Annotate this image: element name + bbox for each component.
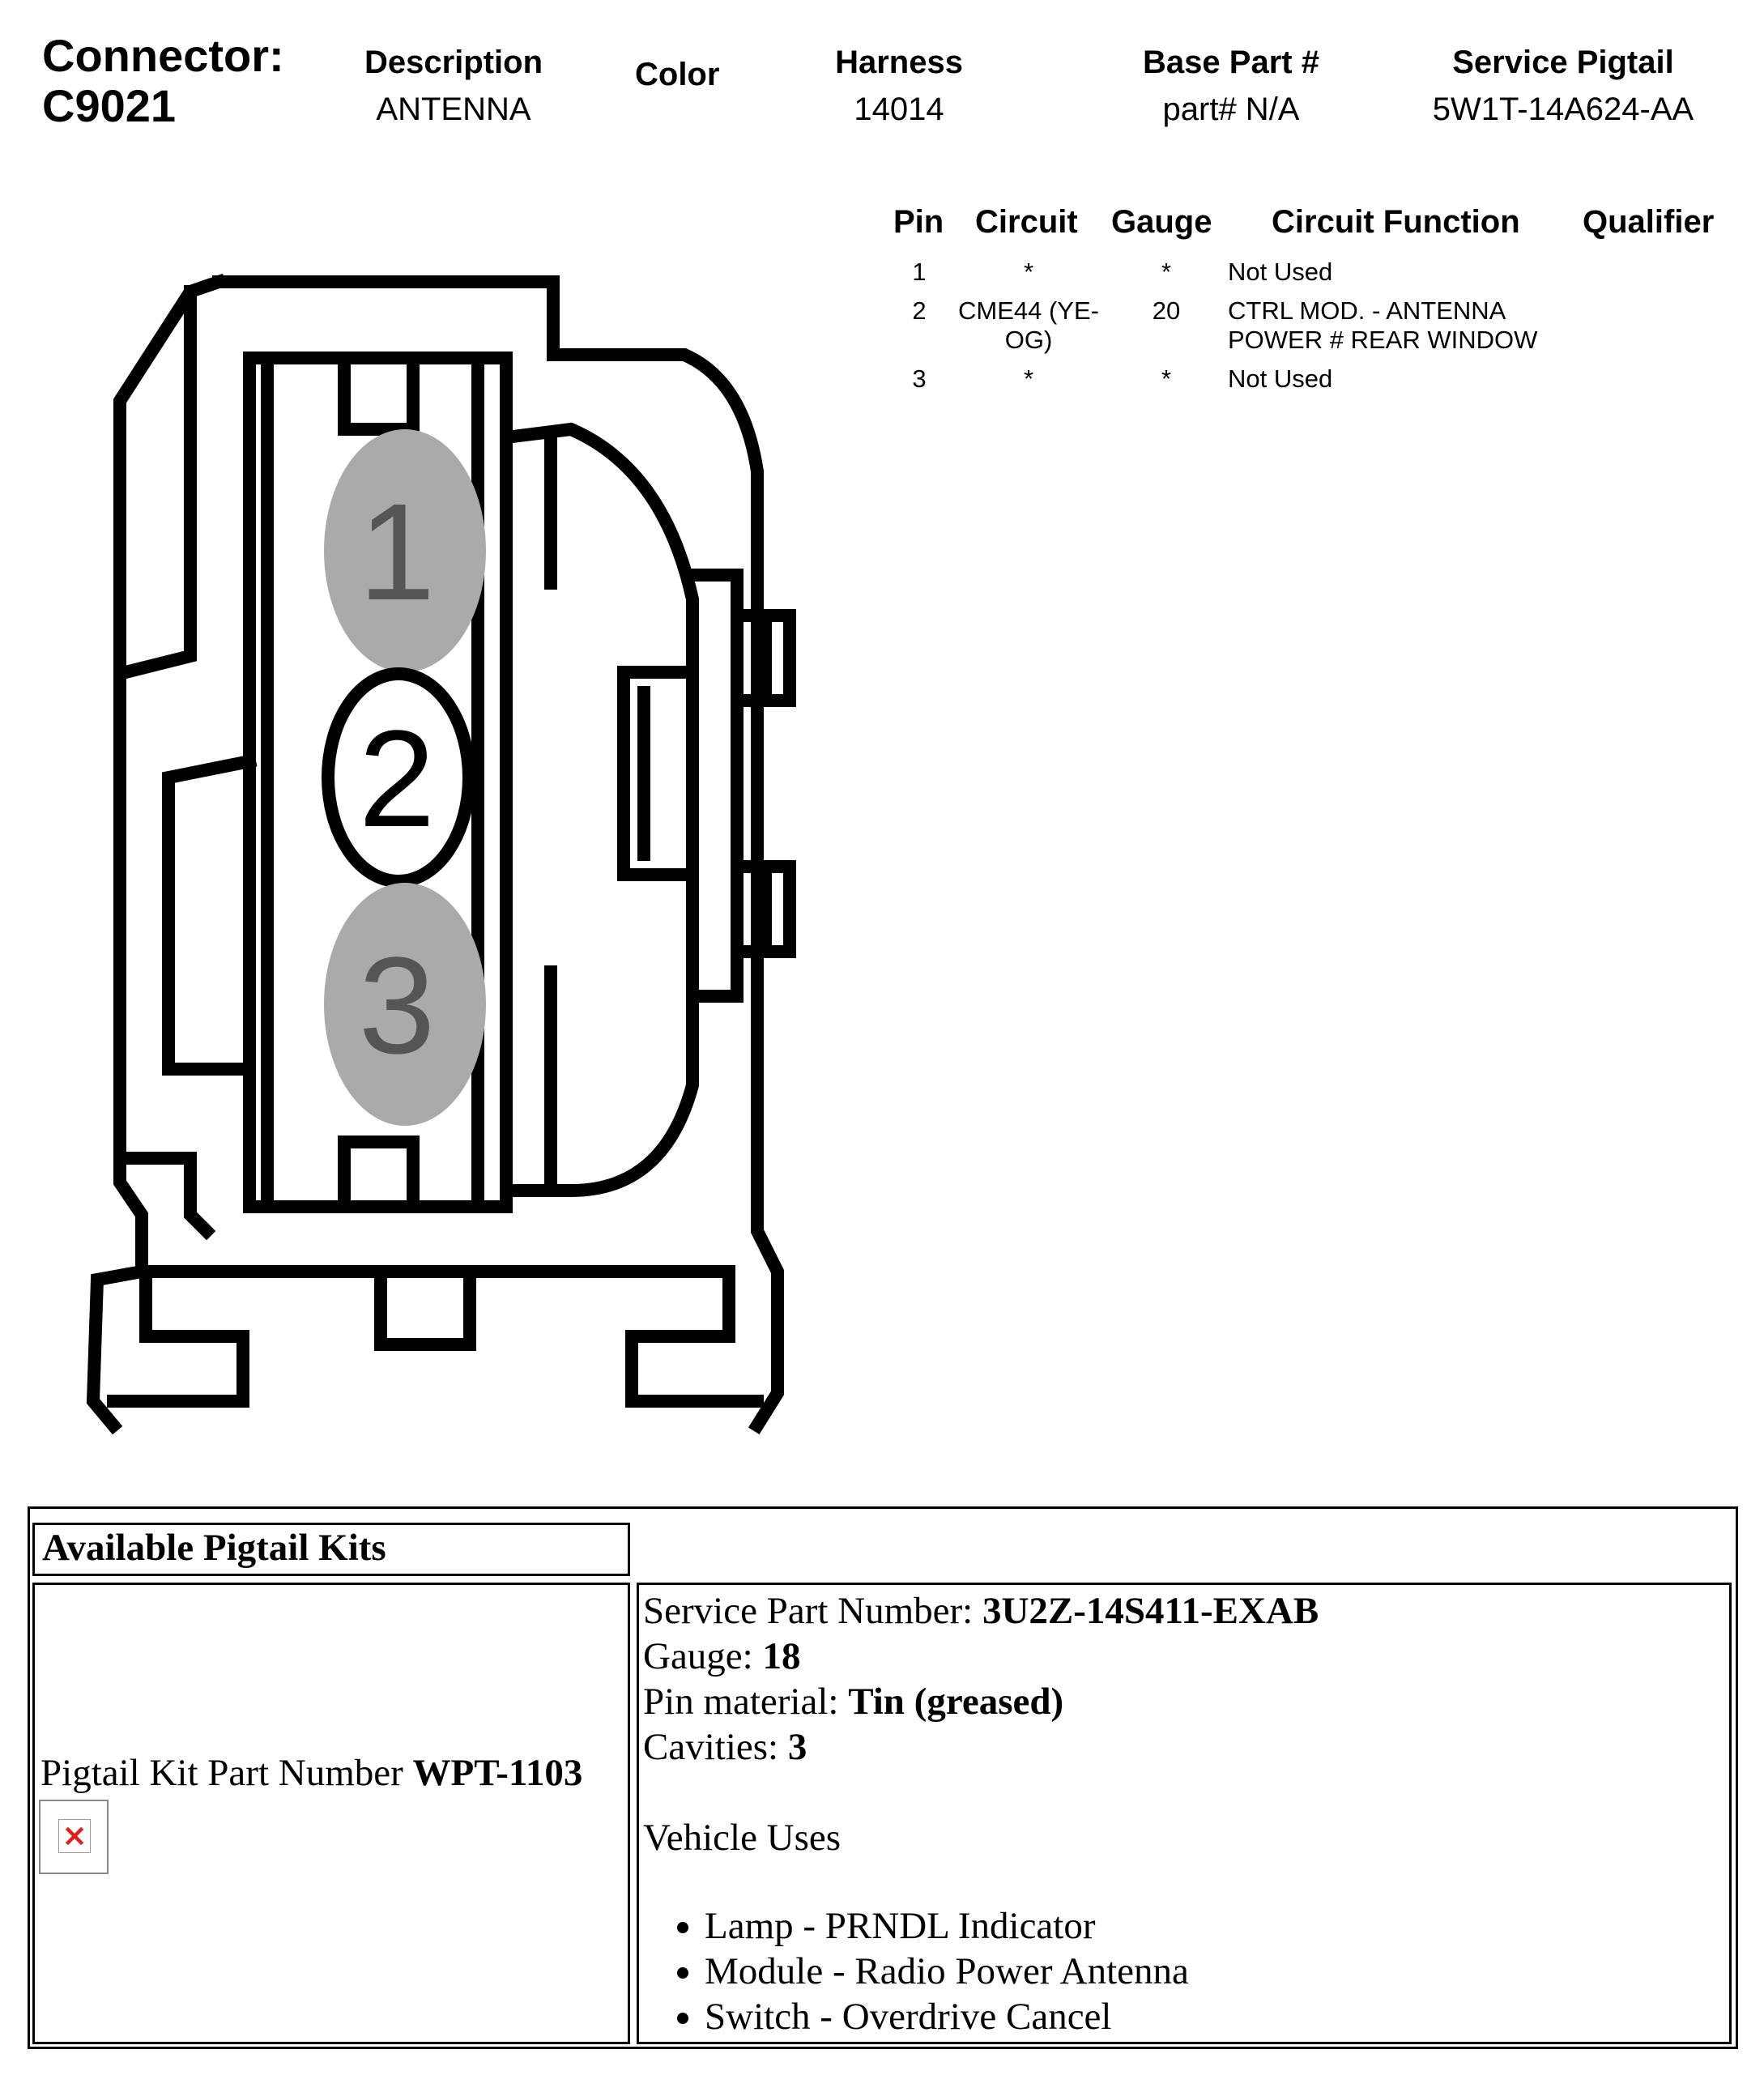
- base-part-label: Base Part #: [1143, 45, 1319, 80]
- base-part-column: [1101, 39, 1361, 133]
- rib-lower: [344, 1142, 413, 1207]
- kit-label: Pigtail Kit Part Number: [40, 1752, 413, 1794]
- harness-label: Harness: [835, 45, 963, 80]
- list-item: • Module - Radio Power Antenna: [705, 1949, 1189, 1994]
- gauge-value: 18: [762, 1635, 801, 1677]
- vehicle-uses-label: Vehicle Uses: [643, 1817, 842, 1859]
- circuit-function-header: Circuit Function: [1272, 204, 1520, 240]
- gauge-label: Gauge:: [643, 1635, 763, 1677]
- qualifier-header: Qualifier: [1583, 204, 1715, 240]
- description-value: ANTENNA: [376, 92, 531, 127]
- pin-function: CTRL MOD. - ANTENNA: [1228, 296, 1506, 325]
- pigtail-kit-part-number: [40, 1751, 582, 1795]
- pin-number: 3: [912, 364, 927, 393]
- pin-function: Not Used: [1228, 364, 1333, 393]
- right-rail: [692, 575, 737, 996]
- color-label: Color: [635, 57, 720, 92]
- service-pigtail-column: [1401, 39, 1725, 133]
- pigtail-kit-cell: [32, 1583, 630, 2044]
- base-slot-left: [113, 1272, 243, 1401]
- pin-material-label: Pin material:: [643, 1681, 849, 1723]
- service-pigtail-label: Service Pigtail: [1452, 45, 1674, 80]
- vehicle-uses-list: [666, 1903, 1189, 2039]
- gauge-header: Gauge: [1111, 204, 1212, 240]
- pin-gauge: *: [1161, 258, 1172, 286]
- description-column: [332, 39, 575, 133]
- pin-circuit: CME44 (YE-: [958, 296, 1099, 325]
- cavities-label: Cavities:: [643, 1726, 788, 1768]
- pin-gauge: *: [1161, 364, 1172, 393]
- cavity-1-label: 1: [358, 475, 436, 629]
- pin-function: Not Used: [1228, 258, 1333, 286]
- service-pigtail-value: 5W1T-14A624-AA: [1432, 92, 1694, 127]
- harness-value: 14014: [854, 92, 944, 127]
- pin-circuit: *: [1023, 364, 1034, 393]
- cavities-value: 3: [787, 1726, 807, 1768]
- service-part-value: 3U2Z-14S411-EXAB: [982, 1590, 1319, 1632]
- pigtail-kits-title: Available Pigtail Kits: [42, 1527, 386, 1569]
- cavity-2-label: 2: [358, 702, 436, 856]
- broken-image-icon: ×: [39, 1800, 109, 1874]
- gauge: [643, 1634, 800, 1678]
- pin-gauge: 20: [1152, 296, 1181, 325]
- service-part-label: Service Part Number:: [643, 1590, 982, 1632]
- base-part-value: part# N/A: [1162, 92, 1300, 127]
- cavity-3-label: 3: [358, 929, 436, 1083]
- connector-left-wall: [93, 282, 219, 1425]
- connector-id: C9021: [42, 80, 177, 131]
- list-item: • Lamp - PRNDL Indicator: [705, 1903, 1189, 1949]
- left-step: [168, 761, 249, 1069]
- latch-upper: [506, 429, 692, 1191]
- connector-face-diagram: [65, 259, 834, 1442]
- pin-number: 2: [912, 296, 927, 325]
- pin-material: [643, 1680, 1063, 1723]
- base-slot-middle: [381, 1272, 470, 1344]
- rib-upper: [344, 358, 413, 429]
- pin-header: Pin: [893, 204, 944, 240]
- harness-column: [778, 39, 1020, 133]
- kit-number: WPT-1103: [412, 1752, 583, 1794]
- connector-label: Connector:: [42, 30, 284, 81]
- connector-title: [42, 31, 284, 131]
- pin-number: 1: [912, 258, 927, 286]
- pin-function-cont: POWER # REAR WINDOW: [1228, 326, 1538, 354]
- description-label: Description: [364, 45, 543, 80]
- pin-circuit: *: [1023, 258, 1034, 286]
- lock-window: [624, 672, 692, 875]
- service-part-number: [643, 1589, 1319, 1633]
- pin-material-value: Tin (greased): [848, 1681, 1064, 1723]
- cavities: [643, 1725, 807, 1769]
- list-item: • Switch - Overdrive Cancel: [705, 1994, 1189, 2039]
- pin-circuit-cont: OG): [1004, 326, 1053, 354]
- circuit-header: Circuit: [975, 204, 1078, 240]
- base-slot-right: [632, 1272, 757, 1401]
